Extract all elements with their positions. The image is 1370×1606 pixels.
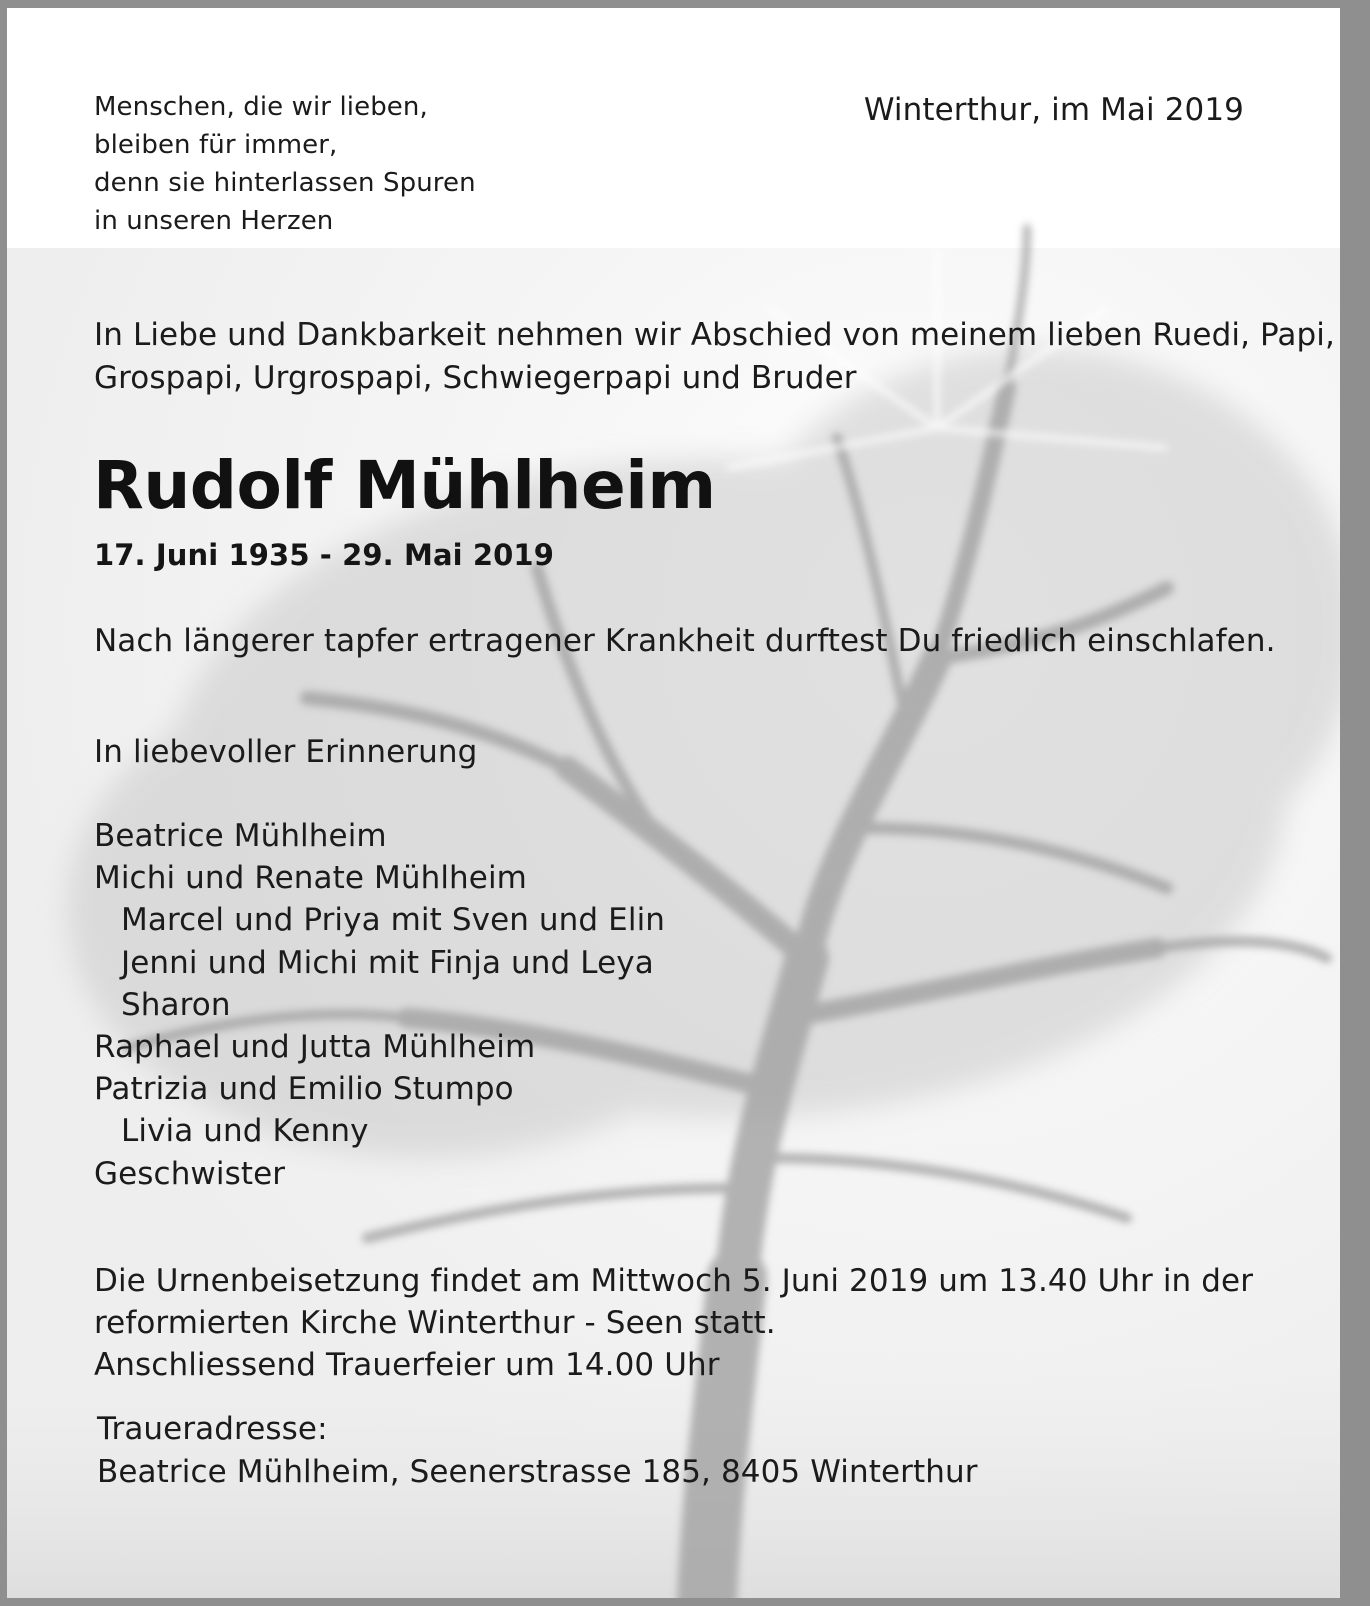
address-label: Traueradresse: — [97, 1411, 328, 1447]
passing-note: Nach längerer tapfer ertragener Krankheit durftest Du friedlich einschlafen. — [94, 623, 1276, 659]
family-member: Beatrice Mühlheim — [94, 818, 387, 854]
deceased-name: Rudolf Mühlheim — [93, 447, 716, 524]
life-dates: 17. Juni 1935 - 29. Mai 2019 — [94, 538, 554, 572]
intro-text — [94, 314, 1335, 400]
motto-verse — [94, 88, 476, 240]
service-line: Anschliessend Trauerfeier um 14.00 Uhr — [94, 1347, 720, 1383]
obituary-notice — [7, 8, 1340, 1598]
family-member: Sharon — [121, 986, 231, 1023]
family-member: Raphael und Jutta Mühlheim — [94, 1029, 536, 1066]
family-member: Marcel und Priya mit Sven und Elin — [121, 902, 666, 939]
address-line: Beatrice Mühlheim, Seenerstrasse 185, 8405 Winterthur — [97, 1454, 978, 1490]
service-line: Die Urnenbeisetzung findet am Mittwoch 5. Juni 2019 um 13.40 Uhr in der — [94, 1263, 1254, 1299]
family-member: Jenni und Michi mit Finja und Leya — [121, 944, 654, 981]
motto-line: Menschen, die wir lieben, — [94, 92, 428, 122]
motto-line: bleiben für immer, — [94, 130, 338, 160]
service-details — [94, 1260, 1253, 1386]
intro-line: In Liebe und Dankbarkeit nehmen wir Abschied von meinem lieben Ruedi, Papi, — [94, 317, 1335, 353]
family-list — [94, 815, 665, 1195]
family-member: Livia und Kenny — [121, 1113, 369, 1150]
family-member: Michi und Renate Mühlheim — [94, 860, 527, 897]
intro-line: Grospapi, Urgrospapi, Schwiegerpapi und Bruder — [94, 360, 857, 396]
motto-line: denn sie hinterlassen Spuren — [94, 168, 476, 198]
motto-line: in unseren Herzen — [94, 206, 334, 236]
mourning-address — [97, 1408, 978, 1494]
place-date: Winterthur, im Mai 2019 — [863, 92, 1244, 128]
family-member: Patrizia und Emilio Stumpo — [94, 1071, 514, 1108]
remembrance-line: In liebevoller Erinnerung — [94, 734, 478, 770]
service-line: reformierten Kirche Winterthur - Seen statt. — [94, 1305, 776, 1341]
family-member: Geschwister — [94, 1155, 286, 1192]
